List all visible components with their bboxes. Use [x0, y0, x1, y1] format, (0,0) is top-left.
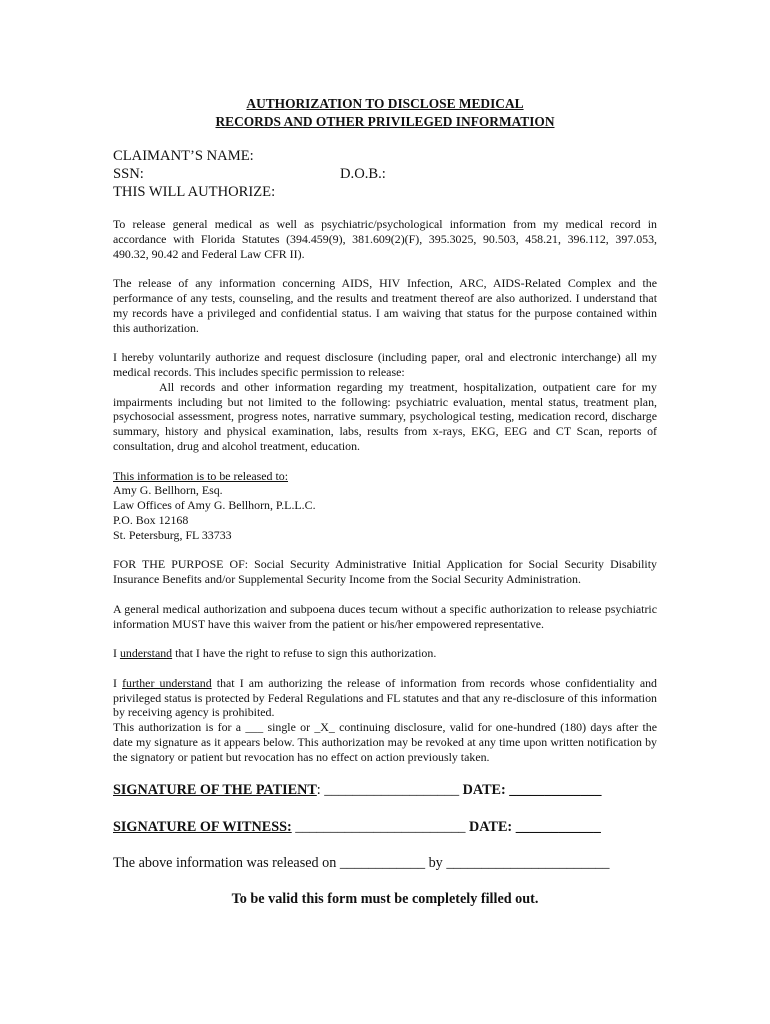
patient-signature-colon: : — [316, 782, 321, 799]
patient-signature-line[interactable]: ___________________ — [324, 782, 460, 799]
patient-date-line[interactable]: _____________ — [509, 782, 602, 799]
witness-date-label: DATE: — [469, 819, 513, 836]
subpoena-paragraph: A general medical authorization and subpoena duces tecum without a specific authorization to release psychiatric information MUST have this waiver from the patient or his/her empowered representative. — [113, 601, 657, 631]
recipient-firm: Law Offices of Amy G. Bellhorn, P.L.L.C. — [113, 498, 316, 513]
purpose-paragraph: FOR THE PURPOSE OF: Social Security Administrative Initial Application for Social Security Disability Insurance Benefits and/or Supplemental Security Income from the Social Security Administration. — [113, 557, 657, 587]
understand-word: understand — [119, 646, 173, 661]
patient-date-label: DATE: — [462, 782, 506, 799]
validity-notice: To be valid this form must be completely filled out. — [231, 891, 539, 908]
patient-signature-label: SIGNATURE OF THE PATIENT — [113, 782, 317, 799]
released-to-heading — [113, 469, 657, 484]
witness-signature-label: SIGNATURE OF WITNESS: — [113, 819, 292, 836]
dob-label: D.O.B.: — [340, 166, 386, 182]
witness-date-line[interactable]: ____________ — [515, 819, 601, 836]
understand-rest: that I have the right to refuse to sign this authorization. — [172, 646, 437, 661]
form-title — [113, 95, 657, 131]
ssn-label: SSN: — [113, 166, 144, 182]
voluntary-paragraph: I hereby voluntarily authorize and request disclosure (including paper, oral and electronic interchange) all my medical records. This includes specific permission to release: — [113, 350, 657, 379]
recipient-po-box: P.O. Box 12168 — [113, 512, 189, 527]
all-records-paragraph: All records and other information regarding my treatment, hospitalization, outpatient care for my impairments including but not limited to the following: psychiatric evaluation, mental status, treatment plan, psychosocial assessment, progress notes, narrative summary, psychological testing, medication record, discharge summary, history and physical examination, labs, results from x-rays, EKG, EEG and CT Scan, reports of consultation, drug and alcohol treatment, education. — [113, 379, 657, 453]
witness-signature-row — [113, 818, 657, 836]
claimant-name-label: CLAIMANT’S NAME: — [113, 148, 254, 164]
title-line-1: AUTHORIZATION TO DISCLOSE MEDICAL — [246, 96, 524, 111]
witness-signature-line[interactable]: ________________________ — [295, 819, 466, 836]
further-prefix: I — [113, 675, 123, 690]
further-understand-paragraph — [113, 676, 657, 720]
released-to-heading-text: This information is to be released to: — [113, 468, 289, 483]
release-aids-paragraph: The release of any information concerning AIDS, HIV Infection, ARC, AIDS-Related Complex and the performance of any tests, counseling, and the results and treatment thereof are also authorized. I understand that my records have a privileged and confidential status. I am waiving that status for the purpose contained within this authorization. — [113, 276, 657, 335]
understand-paragraph — [113, 646, 657, 661]
understand-prefix: I — [113, 646, 120, 661]
recipient-city: St. Petersburg, FL 33733 — [113, 527, 232, 542]
ssn-dob-row — [113, 165, 657, 183]
recipient-name: Amy G. Bellhorn, Esq. — [113, 483, 223, 498]
further-understand-word: further understand — [122, 675, 212, 690]
released-on-line[interactable]: The above information was released on ____________ by _______________________ — [113, 855, 610, 872]
will-authorize-field — [113, 183, 657, 201]
claimant-fields — [113, 147, 657, 201]
claimant-name-field — [113, 147, 657, 165]
will-authorize-label: THIS WILL AUTHORIZE: — [113, 184, 276, 200]
title-line-2: RECORDS AND OTHER PRIVILEGED INFORMATION — [215, 114, 555, 129]
further-rest: that I am authorizing the release of information from records whose confidentiality and privileged status is protected by Federal Regulations and FL statutes and that any re-disclosure of this information by receiving agency is prohibited. — [113, 675, 657, 720]
authorization-form — [113, 95, 657, 908]
authorization-term-paragraph: This authorization is for a ___ single or _X_ continuing disclosure, valid for one-hundred (180) days after the date my signature as it appears below. This authorization may be revoked at any time upon written notification by the signatory or patient but revocation has no effect on action previously taken. — [113, 720, 657, 764]
patient-signature-row — [113, 781, 657, 799]
release-general-paragraph: To release general medical as well as psychiatric/psychological information from my medical record in accordance with Florida Statutes (394.459(9), 381.609(2)(F), 395.3025, 90.503, 458.21, 396.112, 397.053, 490.32, 90.42 and Federal Law CFR II). — [113, 217, 657, 261]
